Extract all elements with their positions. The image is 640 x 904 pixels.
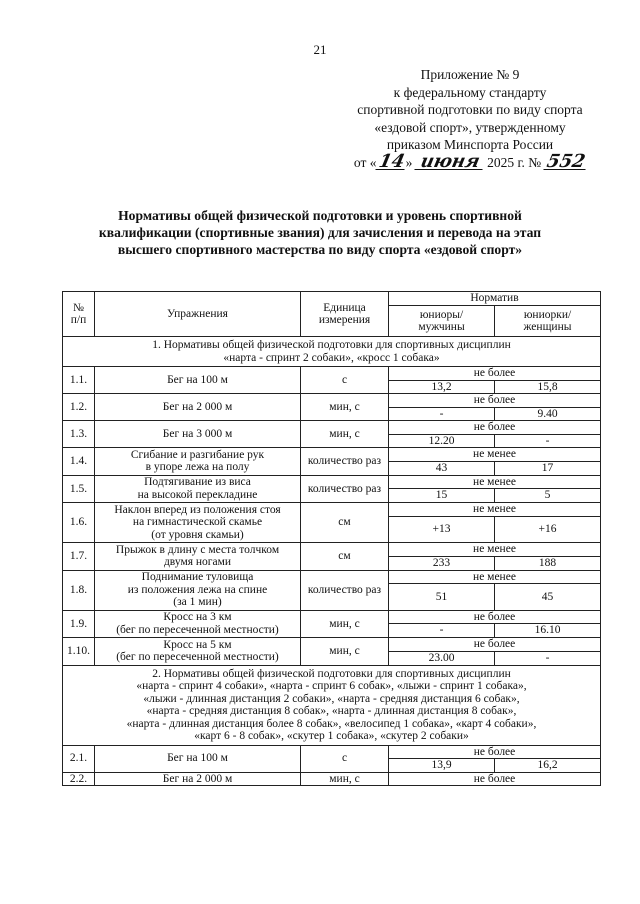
exercise-name <box>95 448 301 476</box>
section2-title: 2. Нормативы общей физической подготовки для спортивных дисциплин «нарта - спринт 4 собаки», «нарта - спринт 6 собак», «лыжи - спринт 1 собака», «лыжи - длинная дистанция 2 собаки», «нарта - средняя дистанция 6 собак», «нарта - средняя дистанция 8 собак», «нарта - длинная дистанция 8 собак», «нарта - длинная дистанция более 8 собак», «велосипед 1 собака», «карт 4 собаки», «карт 6 - 8 собак», «скутер 1 собака», «скутер 2 собаки» <box>63 665 601 745</box>
appendix-line: приказом Минспорта России <box>386 137 554 152</box>
unit: см <box>301 543 389 571</box>
header-exercise: Упражнения <box>95 292 301 337</box>
norm-condition: не более <box>389 367 601 381</box>
value-male: 51 <box>389 584 495 611</box>
row-number: 1.4. <box>63 448 95 476</box>
exercise-line: Поднимание туловища <box>141 571 254 584</box>
exercise-name <box>95 475 301 503</box>
exercise-line: Кросс на 5 км <box>163 638 232 651</box>
value-female: 15,8 <box>495 380 601 394</box>
norm-condition: не более <box>389 638 601 652</box>
value-female: 5 <box>495 489 601 503</box>
handwritten-month: июня <box>414 155 485 170</box>
table-row <box>63 543 601 557</box>
unit: количество раз <box>301 570 389 610</box>
exercise-line: Кросс на 3 км <box>163 611 232 624</box>
value-female: 9.40 <box>495 407 601 421</box>
table-row <box>63 638 601 652</box>
exercise-line: Бег на 100 м <box>167 373 228 386</box>
value-male: - <box>389 624 495 638</box>
norm-condition: не менее <box>389 543 601 557</box>
value-female: +16 <box>495 516 601 543</box>
norm-condition: не более <box>389 394 601 408</box>
exercise-line: двумя ногами <box>163 556 232 569</box>
exercise-name <box>95 610 301 638</box>
norm-condition: не более <box>389 745 601 759</box>
norm-condition: не более <box>389 772 601 786</box>
exercise-name <box>95 570 301 610</box>
table-row <box>63 610 601 624</box>
norm-condition: не менее <box>389 448 601 462</box>
table-row <box>63 448 601 462</box>
norm-condition: не более <box>389 421 601 435</box>
exercise-line: на гимнастической скамье <box>132 516 263 529</box>
exercise-name <box>95 503 301 543</box>
header-row <box>63 292 601 306</box>
section-header <box>63 665 601 745</box>
handwritten-day: 14 <box>376 150 407 172</box>
section1-title: 1. Нормативы общей физической подготовки для спортивных дисциплин «нарта - спринт 2 собаки», «кросс 1 собака» <box>63 337 601 367</box>
table-row <box>63 421 601 435</box>
value-male: - <box>389 407 495 421</box>
header-num: № п/п <box>63 292 95 337</box>
exercise-line: Бег на 2 000 м <box>162 400 233 413</box>
norms-table <box>62 291 601 786</box>
year-text: 2025 г. № <box>487 154 542 170</box>
row-number: 1.7. <box>63 543 95 571</box>
table-row <box>63 570 601 584</box>
exercise-line: Наклон вперед из положения стоя <box>114 503 281 516</box>
exercise-line: Подтягивание из виса <box>144 476 251 489</box>
document-title <box>40 207 600 258</box>
exercise-line: Прыжок в длину с места толчком <box>115 543 280 556</box>
row-number: 1.6. <box>63 503 95 543</box>
row-number: 1.10. <box>63 638 95 666</box>
exercise-line: из положения лежа на спине <box>127 583 268 596</box>
exercise-line: (от уровня скамьи) <box>151 528 244 541</box>
exercise-line: в упоре лежа на полу <box>145 461 250 474</box>
exercise-name <box>95 394 301 421</box>
value-male: 43 <box>389 461 495 475</box>
row-number: 1.9. <box>63 610 95 638</box>
unit: мин, с <box>301 638 389 666</box>
norm-condition: не менее <box>389 570 601 584</box>
value-female: - <box>495 434 601 448</box>
value-female: 16,2 <box>495 759 601 773</box>
norm-condition: не менее <box>389 503 601 517</box>
title-line: квалификации (спортивные звания) для зачисления и перевода на этап <box>98 225 542 240</box>
value-female: 16.10 <box>495 624 601 638</box>
exercise-line: (бег по пересеченной местности) <box>116 651 279 664</box>
value-male: 23.00 <box>389 651 495 665</box>
order-date-line <box>320 150 620 172</box>
table-row <box>63 503 601 517</box>
value-male: +13 <box>389 516 495 543</box>
appendix-line: Приложение № 9 <box>420 67 520 82</box>
value-male: 12.20 <box>389 434 495 448</box>
table-row <box>63 772 601 786</box>
title-line: Нормативы общей физической подготовки и уровень спортивной <box>118 208 522 223</box>
unit: мин, с <box>301 610 389 638</box>
handwritten-order-number: 552 <box>544 150 587 172</box>
norm-condition: не более <box>389 610 601 624</box>
row-number: 1.2. <box>63 394 95 421</box>
unit: см <box>301 503 389 543</box>
exercise-line: Сгибание и разгибание рук <box>130 448 265 461</box>
title-line: высшего спортивного мастерства по виду спорта «ездовой спорт» <box>117 242 523 257</box>
exercise-line: (бег по пересеченной местности) <box>116 623 279 636</box>
appendix-line: «ездовой спорт», утвержденному <box>374 119 566 135</box>
unit: количество раз <box>301 448 389 476</box>
unit: мин, с <box>301 772 389 786</box>
exercise-name <box>95 638 301 666</box>
unit: с <box>301 367 389 394</box>
exercise-name <box>95 421 301 448</box>
unit: мин, с <box>301 394 389 421</box>
exercise-name <box>95 543 301 571</box>
norm-condition: не менее <box>389 475 601 489</box>
header-juniors: юниоры/ мужчины <box>389 306 495 337</box>
unit: количество раз <box>301 475 389 503</box>
exercise-line: на высокой перекладине <box>137 488 258 501</box>
value-male: 15 <box>389 489 495 503</box>
value-male: 13,9 <box>389 759 495 773</box>
row-number: 1.8. <box>63 570 95 610</box>
exercise-line: Бег на 3 000 м <box>162 427 233 440</box>
appendix-line: к федеральному стандарту <box>393 84 547 100</box>
exercise-name <box>95 367 301 394</box>
header-norm: Норматив <box>389 292 601 306</box>
header-unit: Единица измерения <box>301 292 389 337</box>
exercise-line: Бег на 100 м <box>167 752 228 765</box>
row-number: 1.5. <box>63 475 95 503</box>
exercise-line: (за 1 мин) <box>173 596 222 609</box>
row-number: 1.1. <box>63 367 95 394</box>
exercise-line: Бег на 2 000 м <box>162 772 233 785</box>
table-row <box>63 745 601 759</box>
value-female: - <box>495 651 601 665</box>
value-male: 233 <box>389 556 495 570</box>
page-number: 21 <box>313 42 327 57</box>
table-row <box>63 475 601 489</box>
row-number: 1.3. <box>63 421 95 448</box>
quote-close: » <box>405 154 413 170</box>
value-female: 17 <box>495 461 601 475</box>
unit: мин, с <box>301 421 389 448</box>
appendix-header <box>320 66 620 171</box>
value-female: 188 <box>495 556 601 570</box>
table-row <box>63 367 601 381</box>
date-prefix: от « <box>353 154 377 170</box>
value-female: 45 <box>495 584 601 611</box>
header-juniorettes: юниорки/ женщины <box>495 306 601 337</box>
appendix-line: спортивной подготовки по виду спорта <box>357 102 583 117</box>
row-number: 2.2. <box>63 772 95 786</box>
section-header <box>63 337 601 367</box>
exercise-name <box>95 772 301 786</box>
exercise-name <box>95 745 301 772</box>
row-number: 2.1. <box>63 745 95 772</box>
value-male: 13,2 <box>389 380 495 394</box>
unit: с <box>301 745 389 772</box>
table-row <box>63 394 601 408</box>
